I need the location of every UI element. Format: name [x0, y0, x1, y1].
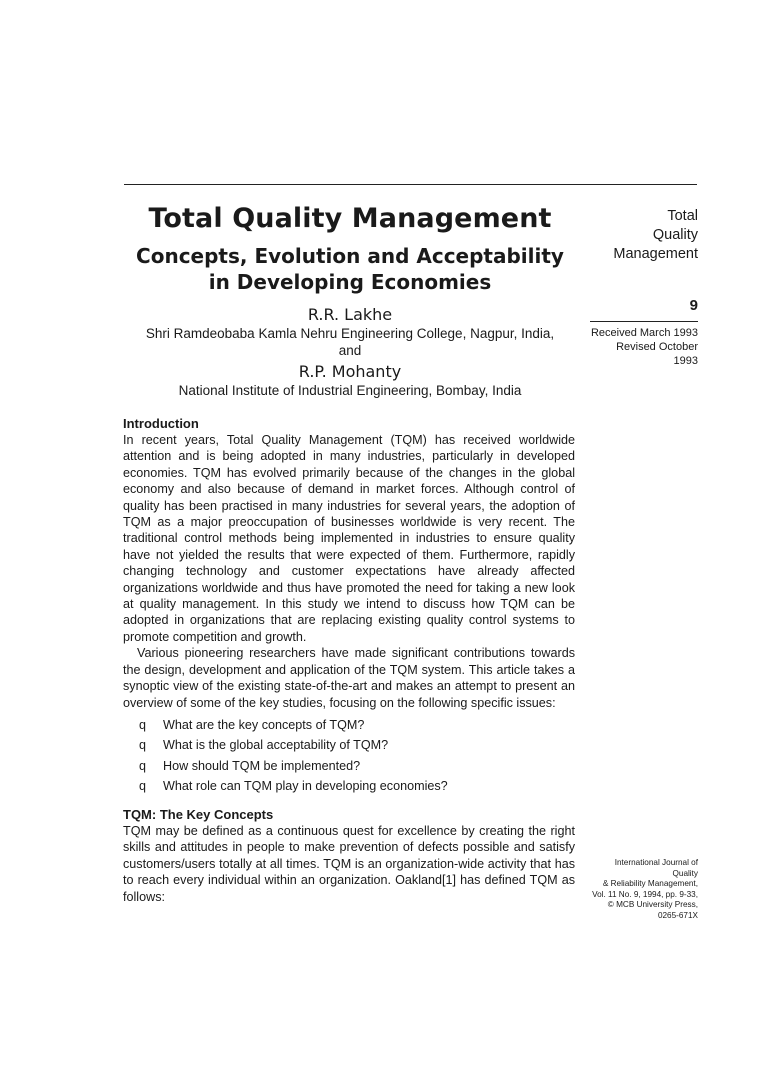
bullet-icon: q [139, 738, 147, 753]
list-item: q What is the global acceptability of TQM? [123, 735, 575, 756]
paper-title: Total Quality Management [148, 203, 552, 234]
bullet-icon: q [139, 779, 147, 794]
affiliation-2: National Institute of Industrial Engineering, Bombay, India [178, 383, 522, 398]
list-item: q How should TQM be implemented? [123, 756, 575, 777]
introduction-paragraph-2: Various pioneering researchers have made significant contributions towards the design, development and application of the TQM system. This article takes a synoptic view of the existing state-of-the-art and makes an attempt to present an overview of some of the key studies, focusing on the following specific issues: [123, 646, 575, 710]
issues-list [123, 715, 575, 797]
received-dates: Received March 1993 Revised October 1993 [590, 327, 698, 367]
title-block [120, 204, 580, 399]
article-body [123, 416, 575, 905]
key-concepts-paragraph: TQM may be defined as a continuous quest for excellence by creating the right skills and attitudes in people to make prevention of defects possible and satisfy customers/users totally at all times. TQM is an organization-wide activity that has to reach every individual within an organization. Oakland[1] has defined TQM as follows: [123, 823, 575, 904]
list-item: q What are the key concepts of TQM? [123, 715, 575, 736]
author-conjunction: and [338, 343, 362, 358]
bullet-icon: q [139, 758, 147, 773]
journal-citation: International Journal of Quality & Reliability Management, Vol. 11 No. 9, 1994, pp. 9-33, © MCB University Press, 0265-671X [592, 858, 698, 920]
introduction-paragraph-1: In recent years, Total Quality Management (TQM) has received worldwide attention and is being adopted in many industries, particularly in developed economies. TQM has evolved primarily because of the changes in the global economy and also because of demand in market forces. Although control of quality has been practised in many industries for several years, the adoption of TQM as a major preoccupation of businesses worldwide is very recent. The traditional control methods being implemented in industries to ensure quality have not yielded the results that were expected of them. Furthermore, rapidly changing technology and customer expectations have already affected organizations worldwide and thus have promoted the need for taking a new look at quality management. In this study we intend to discuss how TQM can be adopted in organizations that are replacing existing quality control systems to promote competition and growth. [123, 433, 575, 644]
sidebar-journal-title: Total Quality Management [613, 208, 698, 262]
author-1: R.R. Lakhe [307, 305, 393, 324]
sidebar-rule [590, 321, 698, 322]
paper-subtitle: Concepts, Evolution and Acceptability in Developing Economies [136, 244, 564, 294]
bullet-icon: q [139, 717, 147, 732]
list-item: q What role can TQM play in developing economies? [123, 776, 575, 797]
page-number: 9 [689, 297, 698, 314]
introduction-heading: Introduction [123, 416, 199, 431]
author-2: R.P. Mohanty [298, 362, 402, 381]
header-rule [124, 184, 697, 185]
key-concepts-heading: TQM: The Key Concepts [123, 806, 274, 822]
affiliation-1: Shri Ramdeobaba Kamla Nehru Engineering College, Nagpur, India, [145, 326, 555, 341]
